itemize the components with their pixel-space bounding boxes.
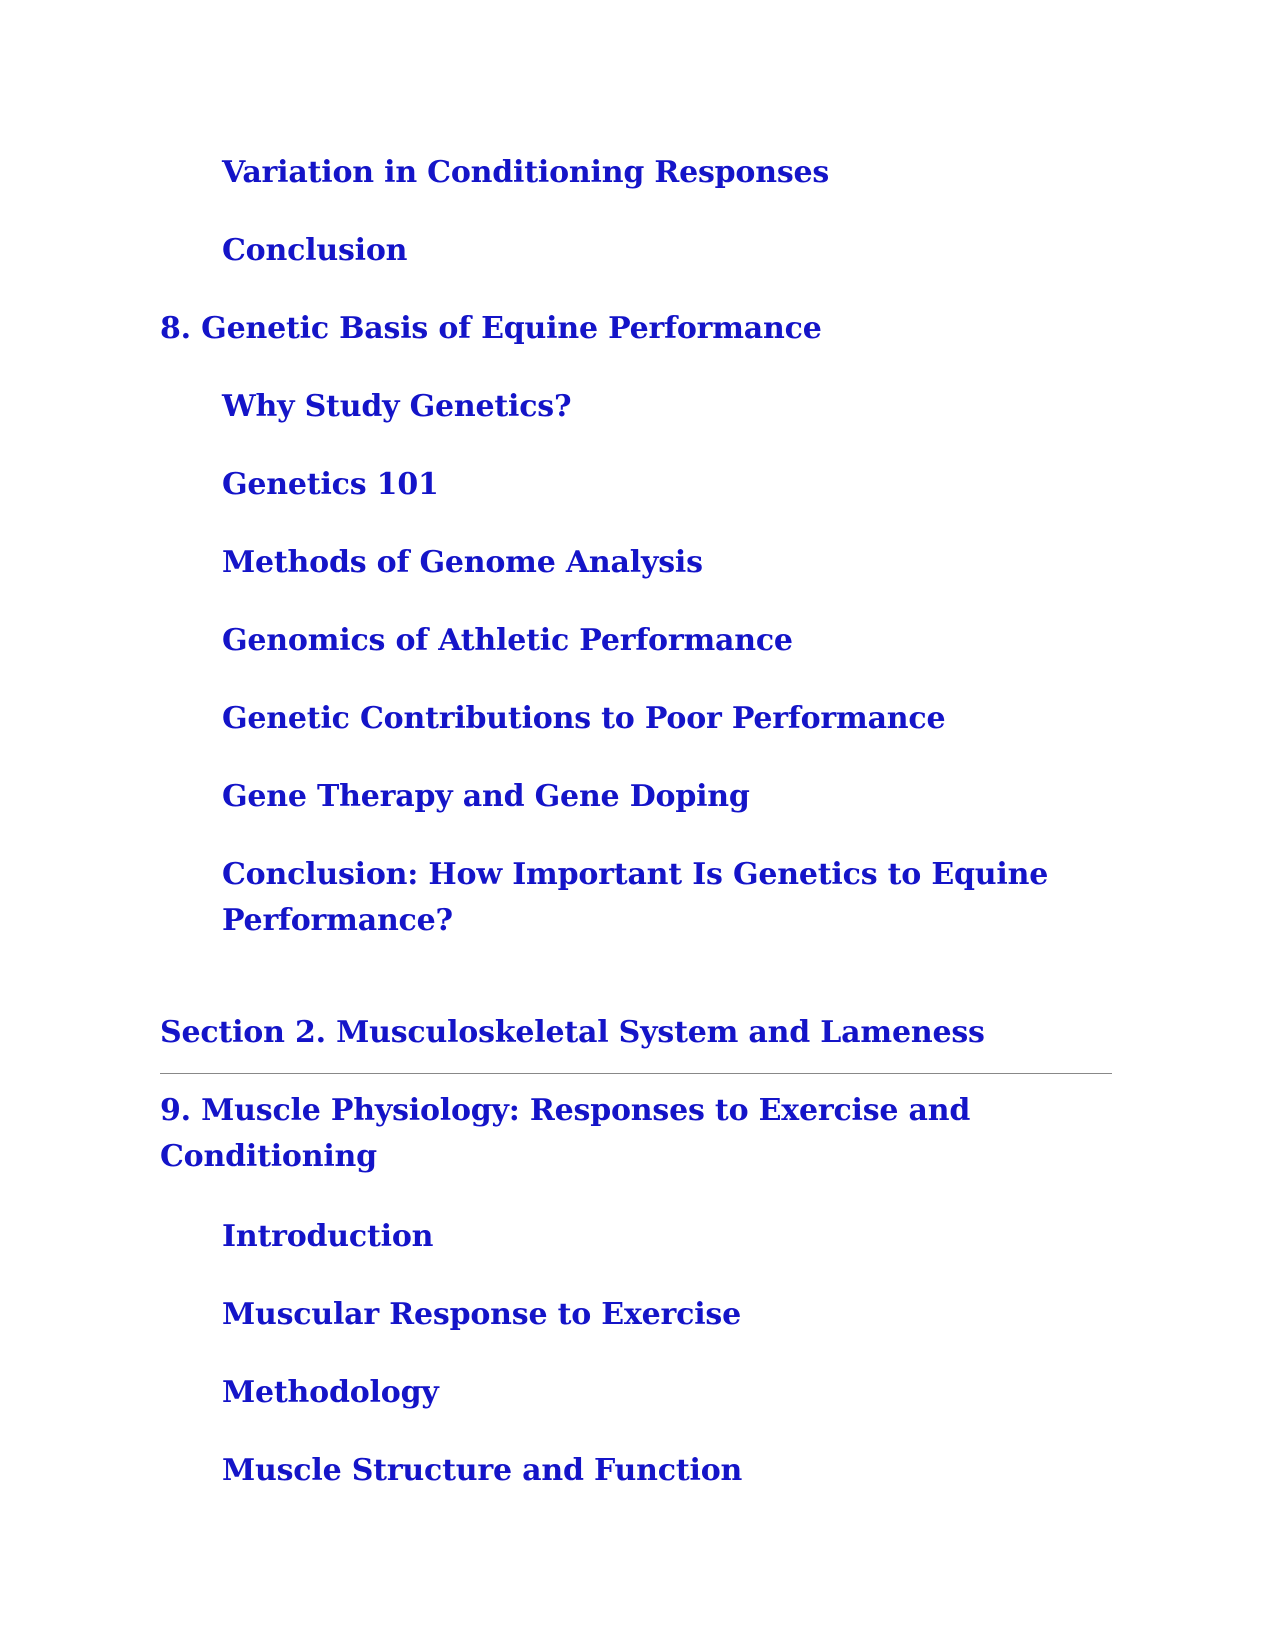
toc-link-introduction[interactable]: Introduction [222,1219,434,1254]
toc-link-genetic-contributions-poor-performance[interactable]: Genetic Contributions to Poor Performance [222,701,946,736]
toc-link-variation-in-conditioning-responses[interactable]: Variation in Conditioning Responses [222,155,830,190]
toc-link-why-study-genetics[interactable]: Why Study Genetics? [222,389,572,424]
section-divider [160,1073,1112,1074]
toc-link-genomics-of-athletic-performance[interactable]: Genomics of Athletic Performance [222,623,793,658]
toc-link-section-2[interactable]: Section 2. Musculoskeletal System and Lameness [160,1015,985,1050]
toc-link-methods-of-genome-analysis[interactable]: Methods of Genome Analysis [222,545,703,580]
toc-link-muscle-structure-and-function[interactable]: Muscle Structure and Function [222,1453,743,1488]
toc-link-muscular-response-to-exercise[interactable]: Muscular Response to Exercise [222,1297,741,1332]
toc-link-gene-therapy-and-gene-doping[interactable]: Gene Therapy and Gene Doping [222,779,750,814]
toc-link-methodology[interactable]: Methodology [222,1375,439,1410]
toc-link-chapter-8[interactable]: 8. Genetic Basis of Equine Performance [160,311,822,346]
toc-link-conclusion-ch7[interactable]: Conclusion [222,233,408,268]
toc-link-genetics-101[interactable]: Genetics 101 [222,467,439,502]
toc-link-conclusion-ch8[interactable]: Conclusion: How Important Is Genetics to Equine Performance? [222,857,1049,938]
toc-link-chapter-9[interactable]: 9. Muscle Physiology: Responses to Exercise and Conditioning [160,1093,971,1174]
